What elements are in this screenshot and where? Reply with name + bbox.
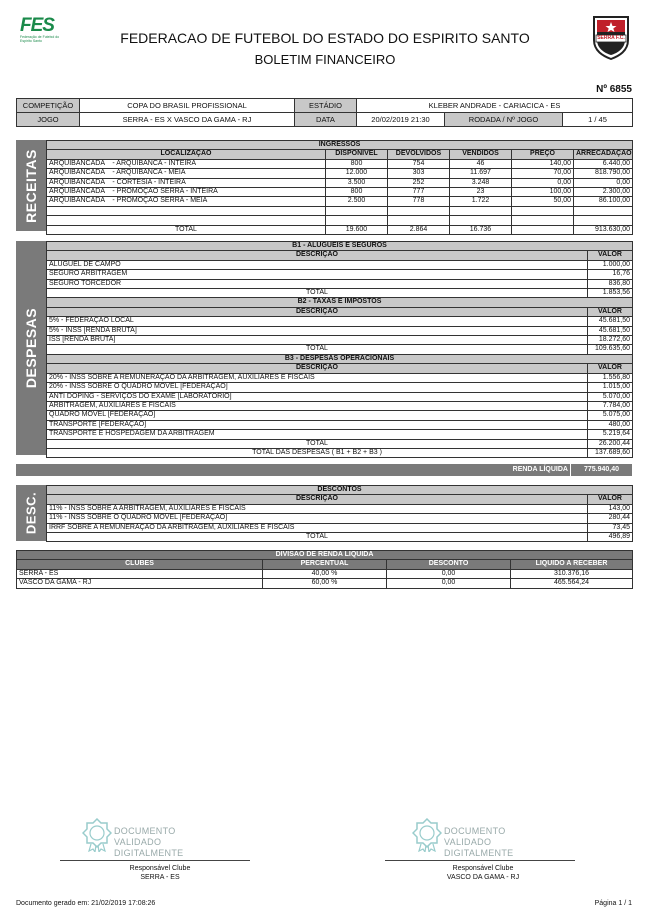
- signature-right-role: Responsável Clube: [452, 865, 514, 872]
- b2-valor-header: VALOR: [588, 307, 633, 316]
- table-row: [47, 169, 633, 178]
- cell-localizacao: ARQUIBANCADA - PROMOÇÃO SERRA - MEIA: [47, 197, 326, 206]
- b1-total: 1.853,56: [588, 289, 633, 298]
- col-devolvidos: DEVOLVIDOS: [388, 150, 450, 159]
- signature-right: [388, 864, 578, 882]
- cell-descricao: ARBITRAGEM, AUXILIARES E FISCAIS: [47, 401, 588, 410]
- table-row: [47, 523, 633, 532]
- cell-valor: 1.015,00: [588, 383, 633, 392]
- cell-devolvidos: 778: [388, 197, 450, 206]
- cell-preco: 140,00: [512, 159, 574, 168]
- col-vendidos: VENDIDOS: [450, 150, 512, 159]
- col-disponivel: DISPONÍVEL: [326, 150, 388, 159]
- table-row: [17, 569, 633, 578]
- page-subtitle: BOLETIM FINANCEIRO: [254, 52, 396, 67]
- table-row: [47, 504, 633, 513]
- despesas-grand-total-row: [47, 448, 633, 457]
- cell-devolvidos: 303: [388, 169, 450, 178]
- table-row: [47, 514, 633, 523]
- cell-clube: VASCO DA GAMA - RJ: [17, 579, 263, 588]
- total-label: TOTAL: [47, 289, 588, 298]
- cell-desconto: 0,00: [387, 579, 511, 588]
- total-disponivel: 19.600: [326, 225, 388, 234]
- cell-preco: 70,00: [512, 169, 574, 178]
- cell-descricao: SEGURO ARBITRAGEM: [47, 270, 588, 279]
- cell-devolvidos: 777: [388, 188, 450, 197]
- crest-text: SERRA F.C.: [597, 35, 625, 41]
- signature-left-club: SERRA - ES: [140, 874, 180, 881]
- rodada-label: RODADA / Nº JOGO: [445, 113, 563, 127]
- grand-total: 137.689,60: [588, 448, 633, 457]
- receitas-table: [46, 140, 633, 235]
- cell-descricao: 20% - INSS SOBRE O QUADRO MÓVEL [FEDERAÇÃO]: [47, 383, 588, 392]
- despesas-side-label: DESPESAS: [16, 241, 46, 455]
- fes-logo: FES Federação de Futebol do Espírito Santo: [20, 15, 60, 43]
- renda-liquida-label: RENDA LÍQUIDA: [512, 466, 568, 473]
- cell-descricao: ISS [RENDA BRUTA]: [47, 336, 588, 345]
- data-value: 20/02/2019 21:30: [357, 113, 445, 127]
- table-row: [17, 579, 633, 588]
- table-row: [47, 392, 633, 401]
- receitas-side-label: RECEITAS: [16, 140, 46, 231]
- cell-descricao: ANTI DOPING - SERVIÇOS DO EXAME [LABORATÓRIO]: [47, 392, 588, 401]
- rodada-value: 1 / 45: [563, 113, 633, 127]
- table-row: [47, 336, 633, 345]
- table-row: [47, 260, 633, 269]
- table-row: [47, 197, 633, 206]
- cell-vendidos: 46: [450, 159, 512, 168]
- divisao-table: [16, 550, 633, 589]
- table-row: [47, 279, 633, 288]
- generated-timestamp: Documento gerado em: 21/02/2019 17:08:26: [16, 900, 156, 907]
- table-row: [47, 373, 633, 382]
- b3-valor-header: VALOR: [588, 364, 633, 373]
- cell-valor: 143,00: [588, 504, 633, 513]
- table-row: [47, 326, 633, 335]
- cell-vendidos: 11.697: [450, 169, 512, 178]
- ingressos-title: INGRESSOS: [47, 141, 633, 150]
- b3-total: 26.200,44: [588, 439, 633, 448]
- cell-preco: 50,00: [512, 197, 574, 206]
- seal-icon: [412, 818, 442, 852]
- cell-valor: 7.784,00: [588, 401, 633, 410]
- descontos-valor-header: VALOR: [588, 495, 633, 504]
- total-arrecadacao: 913.630,00: [574, 225, 633, 234]
- total-vendidos: 16.736: [450, 225, 512, 234]
- table-row: [47, 420, 633, 429]
- despesas-table: [46, 241, 633, 458]
- cell-valor: 836,80: [588, 279, 633, 288]
- total-label: TOTAL: [47, 439, 588, 448]
- empty-row: [47, 206, 633, 215]
- descontos-desc-header: DESCRIÇÃO: [47, 495, 588, 504]
- seal-icon: [82, 818, 112, 852]
- cell-valor: 5.075,00: [588, 411, 633, 420]
- table-row: [47, 159, 633, 168]
- cell-valor: 280,44: [588, 514, 633, 523]
- signature-line-left: [60, 860, 250, 861]
- total-label: TOTAL: [47, 533, 588, 542]
- b1-total-row: [47, 289, 633, 298]
- cell-arrecadacao: 6.440,00: [574, 159, 633, 168]
- cell-disponivel: 3.500: [326, 178, 388, 187]
- cell-descricao: TRANSPORTE [FEDERAÇÃO]: [47, 420, 588, 429]
- grand-total-label: TOTAL DAS DESPESAS ( B1 + B2 + B3 ): [47, 448, 588, 457]
- b2-total: 109.635,60: [588, 345, 633, 354]
- cell-disponivel: 12.000: [326, 169, 388, 178]
- col-arrecadacao: ARRECADAÇÃO: [574, 150, 633, 159]
- empty-row: [47, 216, 633, 225]
- jogo-label: JOGO: [17, 113, 80, 127]
- cell-arrecadacao: 0,00: [574, 178, 633, 187]
- descontos-table: [46, 485, 633, 542]
- cell-descricao: 11% - INSS SOBRE O QUADRO MÓVEL [FEDERAÇÃO]: [47, 514, 588, 523]
- cell-percentual: 60,00 %: [263, 579, 387, 588]
- total-devolvidos: 2.864: [388, 225, 450, 234]
- table-row: [47, 317, 633, 326]
- signature-right-club: VASCO DA GAMA - RJ: [446, 874, 520, 881]
- validation-seal-right: [412, 818, 522, 858]
- col-preco: PREÇO: [512, 150, 574, 159]
- table-row: [47, 178, 633, 187]
- cell-liquido: 465.564,24: [511, 579, 633, 588]
- table-row: [47, 188, 633, 197]
- cell-valor: 1.556,80: [588, 373, 633, 382]
- cell-disponivel: 2.500: [326, 197, 388, 206]
- cell-devolvidos: 754: [388, 159, 450, 168]
- signature-left-role: Responsável Clube: [129, 865, 191, 872]
- data-label: DATA: [295, 113, 357, 127]
- estadio-label: ESTÁDIO: [295, 99, 357, 113]
- cell-localizacao: ARQUIBANCADA - CORTESIA - INTEIRA: [47, 178, 326, 187]
- cell-descricao: ALUGUEL DE CAMPO: [47, 260, 588, 269]
- total-label: TOTAL: [47, 225, 326, 234]
- cell-descricao: 20% - INSS SOBRE A REMUNERAÇÃO DA ARBITRAGEM, AUXILIARES E FISCAIS: [47, 373, 588, 382]
- cell-descricao: 11% - INSS SOBRE A ARBITRAGEM, AUXILIARES E FISCAIS: [47, 504, 588, 513]
- table-row: [47, 270, 633, 279]
- cell-descricao: 5% - FEDERAÇÃO LOCAL: [47, 317, 588, 326]
- seal-text-line1: DOCUMENTO VALIDADO: [444, 826, 506, 847]
- cell-valor: 18.272,60: [588, 336, 633, 345]
- cell-preco: 100,00: [512, 188, 574, 197]
- cell-arrecadacao: 86.100,00: [574, 197, 633, 206]
- table-row: [47, 430, 633, 439]
- cell-localizacao: ARQUIBANCADA - ARQUIBANCA - MEIA: [47, 169, 326, 178]
- cell-descricao: IRRF SOBRE A REMUNERAÇÃO DA ARBITRAGEM, AUXILIARES E FISCAIS: [47, 523, 588, 532]
- renda-liquida-value: 775.940,40: [570, 464, 632, 476]
- serra-crest-logo: [591, 14, 631, 60]
- renda-liquida-bar: [16, 464, 632, 476]
- validation-seal-left: [82, 818, 192, 858]
- cell-preco: 0,00: [512, 178, 574, 187]
- table-row: [47, 401, 633, 410]
- total-label: TOTAL: [47, 345, 588, 354]
- descontos-title: DESCONTOS: [47, 486, 633, 495]
- col-liquido: LÍQUIDO A RECEBER: [511, 560, 633, 569]
- b1-desc-header: DESCRIÇÃO: [47, 251, 588, 260]
- b3-title: B3 - DESPESAS OPERACIONAIS: [47, 354, 633, 363]
- competicao-label: COMPETIÇÃO: [17, 99, 80, 113]
- signature-line-right: [385, 860, 575, 861]
- cell-valor: 5.219,64: [588, 430, 633, 439]
- cell-liquido: 310.376,16: [511, 569, 633, 578]
- cell-localizacao: ARQUIBANCADA - ARQUIBANCA - INTEIRA: [47, 159, 326, 168]
- receitas-total-row: [47, 225, 633, 234]
- col-localizacao: LOCALIZAÇÃO: [47, 150, 326, 159]
- cell-vendidos: 1.722: [450, 197, 512, 206]
- document-number: Nº 6855: [596, 84, 632, 95]
- cell-desconto: 0,00: [387, 569, 511, 578]
- seal-text-line2: DIGITALMENTE: [114, 848, 184, 858]
- cell-disponivel: 800: [326, 188, 388, 197]
- cell-descricao: QUADRO MÓVEL [FEDERAÇÃO]: [47, 411, 588, 420]
- seal-text-line2: DIGITALMENTE: [444, 848, 514, 858]
- descontos-total-row: [47, 533, 633, 542]
- cell-descricao: 5% - INSS [RENDA BRUTA]: [47, 326, 588, 335]
- cell-valor: 45.681,50: [588, 317, 633, 326]
- descontos-side-label: DESC.: [16, 485, 46, 541]
- table-row: [47, 383, 633, 392]
- b1-valor-header: VALOR: [588, 251, 633, 260]
- col-clubes: CLUBES: [17, 560, 263, 569]
- divisao-title: DIVISÃO DE RENDA LÍQUIDA: [17, 551, 633, 560]
- match-info-table: [16, 98, 633, 127]
- jogo-value: SERRA - ES X VASCO DA GAMA - RJ: [80, 113, 295, 127]
- b3-total-row: [47, 439, 633, 448]
- b3-desc-header: DESCRIÇÃO: [47, 364, 588, 373]
- cell-valor: 45.681,50: [588, 326, 633, 335]
- total-preco: [512, 225, 574, 234]
- cell-localizacao: ARQUIBANCADA - PROMOÇÃO SERRA - INTEIRA: [47, 188, 326, 197]
- page-title: FEDERACAO DE FUTEBOL DO ESTADO DO ESPIRITO SANTO: [120, 30, 530, 46]
- b2-total-row: [47, 345, 633, 354]
- cell-devolvidos: 252: [388, 178, 450, 187]
- cell-clube: SERRA - ES: [17, 569, 263, 578]
- seal-text-line1: DOCUMENTO VALIDADO: [114, 826, 176, 847]
- cell-vendidos: 23: [450, 188, 512, 197]
- cell-valor: 480,00: [588, 420, 633, 429]
- signature-left: [65, 864, 255, 882]
- cell-disponivel: 800: [326, 159, 388, 168]
- cell-percentual: 40,00 %: [263, 569, 387, 578]
- b2-title: B2 - TAXAS E IMPOSTOS: [47, 298, 633, 307]
- table-row: [47, 411, 633, 420]
- estadio-value: KLEBER ANDRADE - CARIACICA - ES: [357, 99, 633, 113]
- cell-vendidos: 3.248: [450, 178, 512, 187]
- cell-arrecadacao: 818.790,00: [574, 169, 633, 178]
- descontos-total: 496,89: [588, 533, 633, 542]
- cell-arrecadacao: 2.300,00: [574, 188, 633, 197]
- page-number: Página 1 / 1: [594, 900, 632, 907]
- cell-valor: 16,76: [588, 270, 633, 279]
- cell-valor: 5.070,00: [588, 392, 633, 401]
- cell-valor: 73,45: [588, 523, 633, 532]
- cell-descricao: TRANSPORTE E HOSPEDAGEM DA ARBITRAGEM: [47, 430, 588, 439]
- col-desconto: DESCONTO: [387, 560, 511, 569]
- cell-descricao: SEGURO TORCEDOR: [47, 279, 588, 288]
- b2-desc-header: DESCRIÇÃO: [47, 307, 588, 316]
- b1-title: B1 - ALUGUEIS E SEGUROS: [47, 242, 633, 251]
- col-percentual: PERCENTUAL: [263, 560, 387, 569]
- competicao-value: COPA DO BRASIL PROFISSIONAL: [80, 99, 295, 113]
- cell-valor: 1.000,00: [588, 260, 633, 269]
